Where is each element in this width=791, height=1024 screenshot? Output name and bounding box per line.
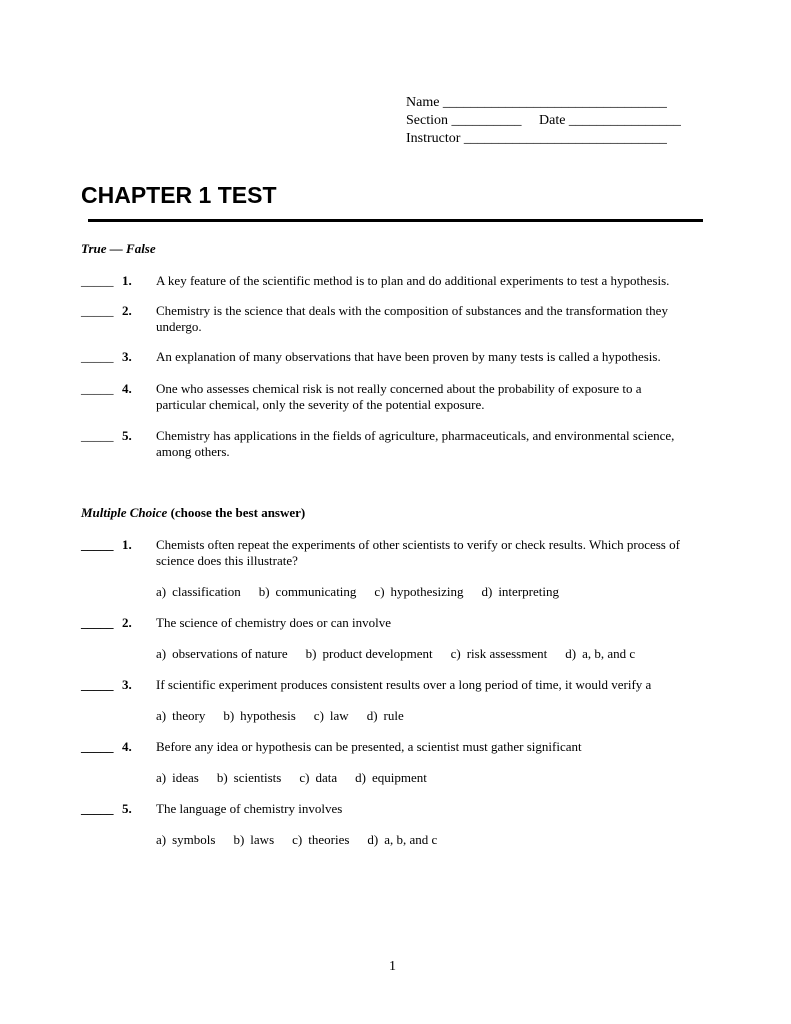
option-a: a) symbols <box>156 832 216 847</box>
true-false-heading <box>81 241 156 257</box>
option-c: c) theories <box>292 832 350 847</box>
answer-blank: _____ <box>81 677 114 692</box>
multiple-choice-heading-italic: Multiple Choice <box>81 505 168 520</box>
option-c: c) hypothesizing <box>374 584 464 599</box>
option-c: c) risk assessment <box>450 646 548 661</box>
question-number: 3. <box>122 677 132 692</box>
option-b: b) laws <box>233 832 275 847</box>
question-text: Chemists often repeat the experiments of other scientists to verify or check results. Which process of science does this illustrate? <box>156 537 680 568</box>
question-text: An explanation of many observations that have been proven by many tests is called a hypothesis. <box>156 349 661 364</box>
question-text: Chemistry is the science that deals with the composition of substances and the transformation they undergo. <box>156 303 668 334</box>
question-number: 5. <box>122 801 132 816</box>
option-a: a) observations of nature <box>156 646 288 661</box>
answer-blank: _____ <box>81 273 114 288</box>
option-c: c) data <box>299 770 338 785</box>
name-field: Name ________________________________ <box>406 95 667 110</box>
question-text: The science of chemistry does or can involve <box>156 615 391 630</box>
answer-blank: _____ <box>81 615 114 630</box>
answer-blank: _____ <box>81 428 114 443</box>
question-text: Chemistry has applications in the fields of agriculture, pharmaceuticals, and environmental science, among others. <box>156 428 675 459</box>
answer-blank: _____ <box>81 381 114 396</box>
question-text: The language of chemistry involves <box>156 801 343 816</box>
option-a: a) ideas <box>156 770 199 785</box>
section-date-field: Section __________ Date ________________ <box>406 113 681 128</box>
multiple-choice-heading <box>81 505 305 521</box>
mc-options-2 <box>156 646 653 662</box>
answer-blank: _____ <box>81 303 114 318</box>
question-number: 1. <box>122 537 132 552</box>
mc-options-3 <box>156 708 422 724</box>
mc-options-5 <box>156 832 455 848</box>
option-a: a) theory <box>156 708 206 723</box>
question-text: If scientific experiment produces consistent results over a long period of time, it would verify a <box>156 677 652 692</box>
option-d: d) equipment <box>355 770 427 785</box>
option-b: b) scientists <box>216 770 282 785</box>
answer-blank: _____ <box>81 739 114 754</box>
option-b: b) communicating <box>258 584 357 599</box>
instructor-field: Instructor _____________________________ <box>406 131 667 146</box>
question-number: 4. <box>122 739 132 754</box>
question-text: Before any idea or hypothesis can be presented, a scientist must gather significant <box>156 739 582 754</box>
option-d: d) a, b, and c <box>565 646 636 661</box>
question-number: 1. <box>122 273 132 288</box>
question-text: A key feature of the scientific method is to plan and do additional experiments to test a hypothesis. <box>156 273 670 288</box>
option-c: c) law <box>313 708 349 723</box>
multiple-choice-heading-rest: (choose the best answer) <box>167 505 306 520</box>
page-number: 1 <box>389 959 396 974</box>
mc-options-1 <box>156 584 577 600</box>
question-text: One who assesses chemical risk is not really concerned about the probability of exposure to a particular chemical, only the severity of the potential exposure. <box>156 381 642 412</box>
question-number: 4. <box>122 381 132 396</box>
question-number: 3. <box>122 349 132 364</box>
question-number: 5. <box>122 428 132 443</box>
answer-blank: _____ <box>81 349 114 364</box>
option-a: a) classification <box>156 584 241 599</box>
title-divider <box>88 219 703 222</box>
question-number: 2. <box>122 303 132 318</box>
answer-blank: _____ <box>81 537 114 552</box>
page-title: CHAPTER 1 TEST <box>81 182 277 208</box>
true-false-heading-text: True — False <box>81 241 156 256</box>
question-number: 2. <box>122 615 132 630</box>
option-b: b) hypothesis <box>223 708 296 723</box>
answer-blank: _____ <box>81 801 114 816</box>
mc-options-4 <box>156 770 445 786</box>
option-d: d) a, b, and c <box>367 832 438 847</box>
option-d: d) interpreting <box>481 584 559 599</box>
option-b: b) product development <box>305 646 433 661</box>
option-d: d) rule <box>366 708 404 723</box>
